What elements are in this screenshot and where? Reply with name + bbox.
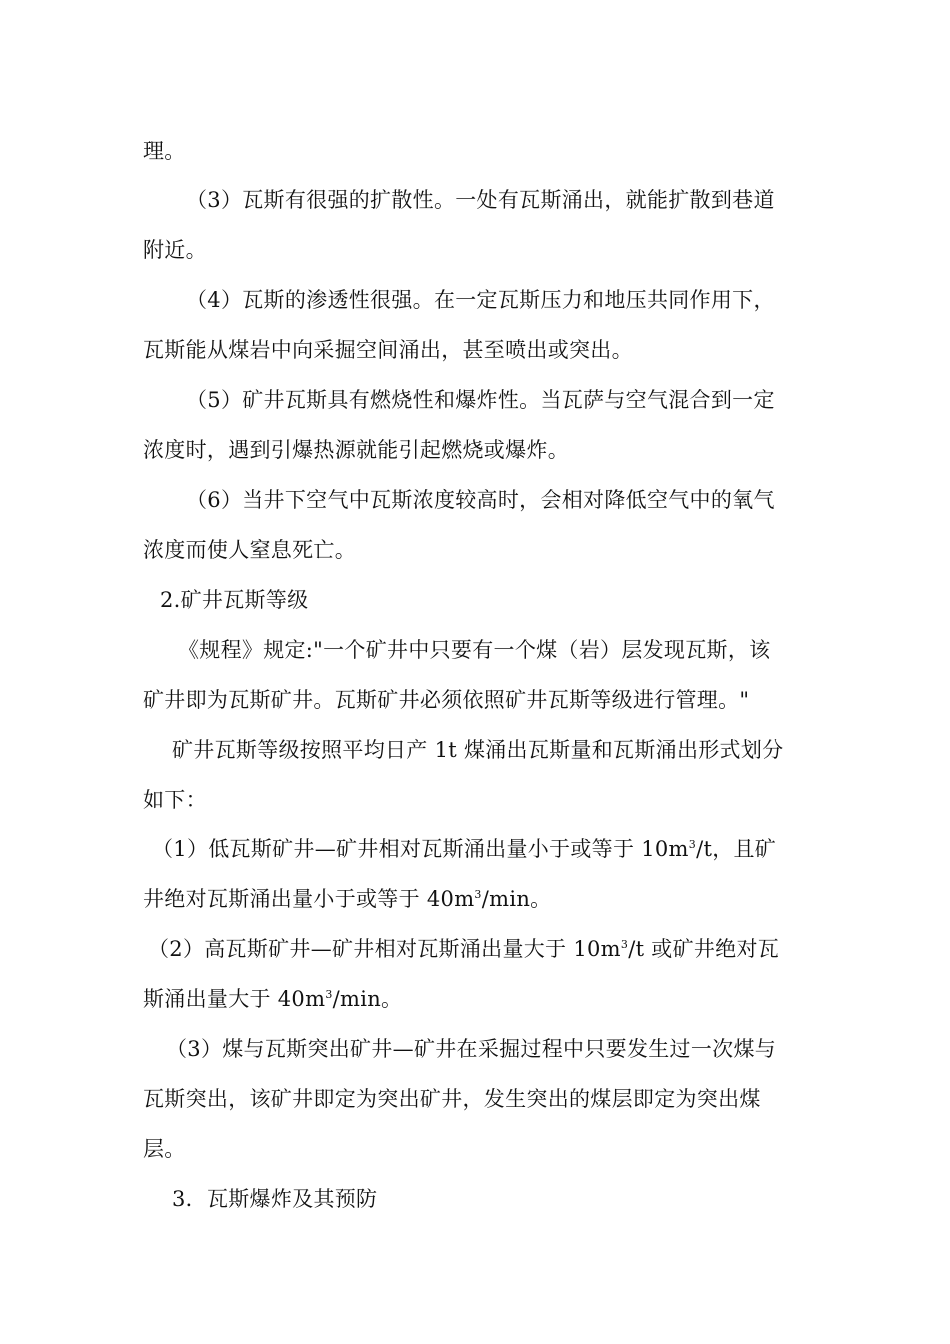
text-line: 《规程》规定:"一个矿井中只要有一个煤（岩）层发现瓦斯，该 — [178, 638, 771, 662]
text-line: 浓度时，遇到引爆热源就能引起燃烧或爆炸。 — [143, 438, 569, 462]
text-line: 矿井瓦斯等级按照平均日产 1t 煤涌出瓦斯量和瓦斯涌出形式划分 — [172, 738, 784, 762]
text-line: （6）当井下空气中瓦斯浓度较高时，会相对降低空气中的氧气 — [186, 488, 775, 512]
section-heading: 3．瓦斯爆炸及其预防 — [172, 1187, 378, 1211]
section-heading: 2.矿井瓦斯等级 — [160, 588, 309, 612]
text-line: （3）瓦斯有很强的扩散性。一处有瓦斯涌出，就能扩散到巷道 — [186, 188, 775, 212]
text-line: （5）矿井瓦斯具有燃烧性和爆炸性。当瓦萨与空气混合到一定 — [186, 388, 775, 412]
text-line: 层。 — [143, 1137, 186, 1161]
text-line: （3）煤与瓦斯突出矿井—矿井在采掘过程中只要发生过一次煤与 — [166, 1037, 777, 1061]
text-line: 瓦斯突出，该矿井即定为突出矿井，发生突出的煤层即定为突出煤 — [143, 1087, 761, 1111]
text-line: 理。 — [143, 139, 186, 163]
text-line: （2）高瓦斯矿井—矿井相对瓦斯涌出量大于 $10m^3/t$ 或矿井绝对瓦 — [148, 937, 780, 961]
text-line: 附近。 — [143, 238, 207, 262]
text-line: （1）低瓦斯矿井—矿井相对瓦斯涌出量小于或等于 $10m^3/t$，且矿 — [152, 837, 777, 861]
text-line: 斯涌出量大于 $40m^3/\min$。 — [143, 987, 403, 1011]
text-line: 浓度而使人窒息死亡。 — [143, 538, 356, 562]
text-line: 瓦斯能从煤岩中向采掘空间涌出，甚至喷出或突出。 — [143, 338, 633, 362]
text-line: 如下： — [143, 788, 207, 812]
text-line: （4）瓦斯的渗透性很强。在一定瓦斯压力和地压共同作用下， — [186, 288, 775, 312]
text-line: 井绝对瓦斯涌出量小于或等于 $40m^3/\min$。 — [143, 887, 552, 911]
text-line: 矿井即为瓦斯矿井。瓦斯矿井必须依照矿井瓦斯等级进行管理。" — [143, 688, 750, 712]
